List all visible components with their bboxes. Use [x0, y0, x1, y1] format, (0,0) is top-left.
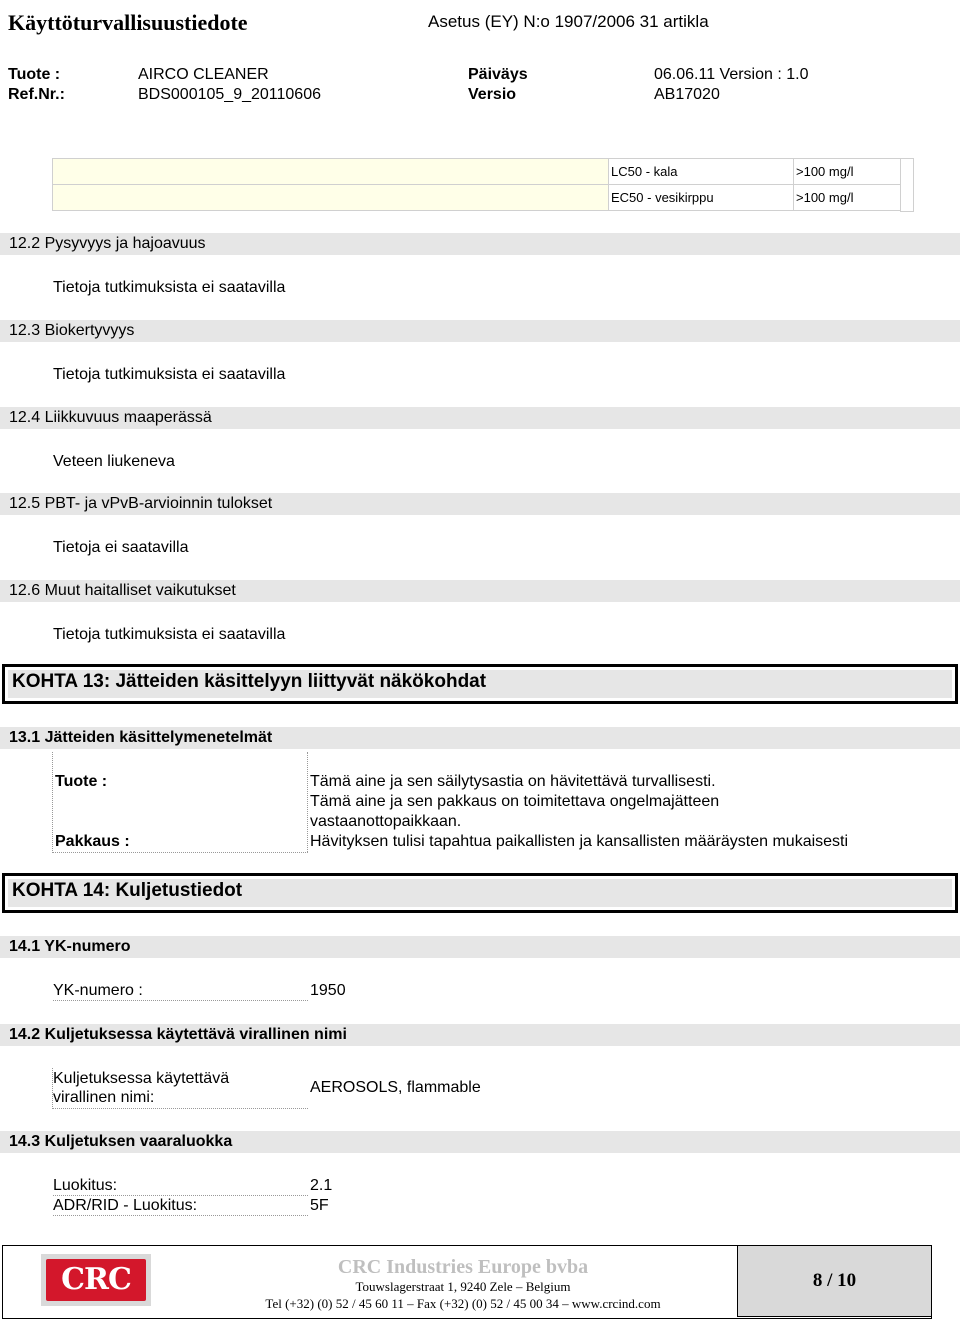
shipping-name-label: Kuljetuksessa käytettävä [53, 1070, 230, 1087]
date-label: Päiväys [468, 66, 528, 83]
table-row [52, 158, 902, 185]
subsection-text: Tietoja ei saatavilla [53, 539, 189, 556]
un-number-label: YK-numero : [53, 982, 308, 1001]
subsection-text: Tietoja tutkimuksista ei saatavilla [53, 279, 286, 296]
waste-packaging-text: Hävityksen tulisi tapahtua paikallisten ja kansallisten määräysten mukaisesti [310, 833, 849, 850]
subsection-text: Tietoja tutkimuksista ei saatavilla [53, 366, 286, 383]
document-title: Käyttöturvallisuustiedote [8, 10, 248, 35]
shipping-name-value: AEROSOLS, flammable [310, 1079, 481, 1096]
section-13-heading [2, 664, 958, 704]
adr-class-value: 5F [310, 1197, 329, 1214]
waste-product-text: Tämä aine ja sen säilytysastia on hävitettävä turvallisesti. [310, 773, 716, 790]
shipping-name-label: virallinen nimi: [53, 1089, 155, 1106]
section-14-heading [2, 873, 958, 913]
subsection-heading: 12.4 Liikkuvuus maaperässä [0, 407, 960, 429]
company-name: CRC Industries Europe bvba [337, 1256, 589, 1278]
subsection-heading: 12.3 Biokertyvyys [0, 320, 960, 342]
table-edge [900, 158, 914, 212]
subsection-heading: 12.2 Pysyvyys ja hajoavuus [0, 233, 960, 255]
product-value: AIRCO CLEANER [138, 66, 269, 83]
table-row [52, 184, 902, 211]
section-13-title: KOHTA 13: Jätteiden käsittelyyn liittyvät näkökohdat [12, 671, 487, 692]
waste-packaging-text: Tämä aine ja sen pakkaus on toimitettava ongelmajätteen [310, 793, 720, 810]
subsection-heading: 13.1 Jätteiden käsittelymenetelmät [0, 727, 960, 749]
waste-packaging-text: vastaanottopaikkaan. [310, 813, 462, 830]
tox-value: >100 mg/l [793, 185, 904, 210]
product-label: Tuote : [8, 66, 61, 83]
un-number-value: 1950 [310, 982, 346, 999]
regulation-reference: Asetus (EY) N:o 1907/2006 31 artikla [428, 12, 709, 31]
page-number: 8 / 10 [812, 1270, 857, 1291]
tox-value: >100 mg/l [793, 159, 904, 184]
subsection-heading: 14.1 YK-numero [0, 936, 960, 958]
company-contact: Tel (+32) (0) 52 / 45 60 11 – Fax (+32) (0) 52 / 45 00 34 – www.crcind.com [265, 1296, 661, 1311]
section-14-title: KOHTA 14: Kuljetustiedot [12, 880, 243, 901]
subsection-text: Veteen liukeneva [53, 453, 175, 470]
adr-class-label: ADR/RID - Luokitus: [53, 1197, 308, 1216]
crc-logo [41, 1254, 151, 1306]
subsection-text: Tietoja tutkimuksista ei saatavilla [53, 626, 286, 643]
crc-logo-text: CRC [61, 1262, 131, 1297]
class-value: 2.1 [310, 1177, 333, 1194]
page-footer [2, 1245, 932, 1319]
ref-label: Ref.Nr.: [8, 86, 65, 103]
subsection-heading: 14.2 Kuljetuksessa käytettävä virallinen nimi [0, 1024, 960, 1046]
date-value: 06.06.11 Version : 1.0 [654, 66, 809, 83]
subsection-heading: 12.6 Muut haitalliset vaikutukset [0, 580, 960, 602]
tox-test: LC50 - kala [608, 159, 796, 184]
version-value: AB17020 [654, 86, 720, 103]
ref-value: BDS000105_9_20110606 [138, 86, 321, 103]
page-number-box [737, 1245, 932, 1317]
version-label: Versio [468, 86, 517, 103]
waste-packaging-label: Pakkaus : [55, 833, 130, 850]
waste-product-label: Tuote : [55, 773, 108, 790]
tox-test: EC50 - vesikirppu [608, 185, 796, 210]
subsection-heading: 14.3 Kuljetuksen vaaraluokka [0, 1131, 960, 1153]
subsection-heading: 12.5 PBT- ja vPvB-arvioinnin tulokset [0, 493, 960, 515]
company-address: Touwslagerstraat 1, 9240 Zele – Belgium [355, 1279, 571, 1294]
class-label: Luokitus: [53, 1177, 308, 1196]
